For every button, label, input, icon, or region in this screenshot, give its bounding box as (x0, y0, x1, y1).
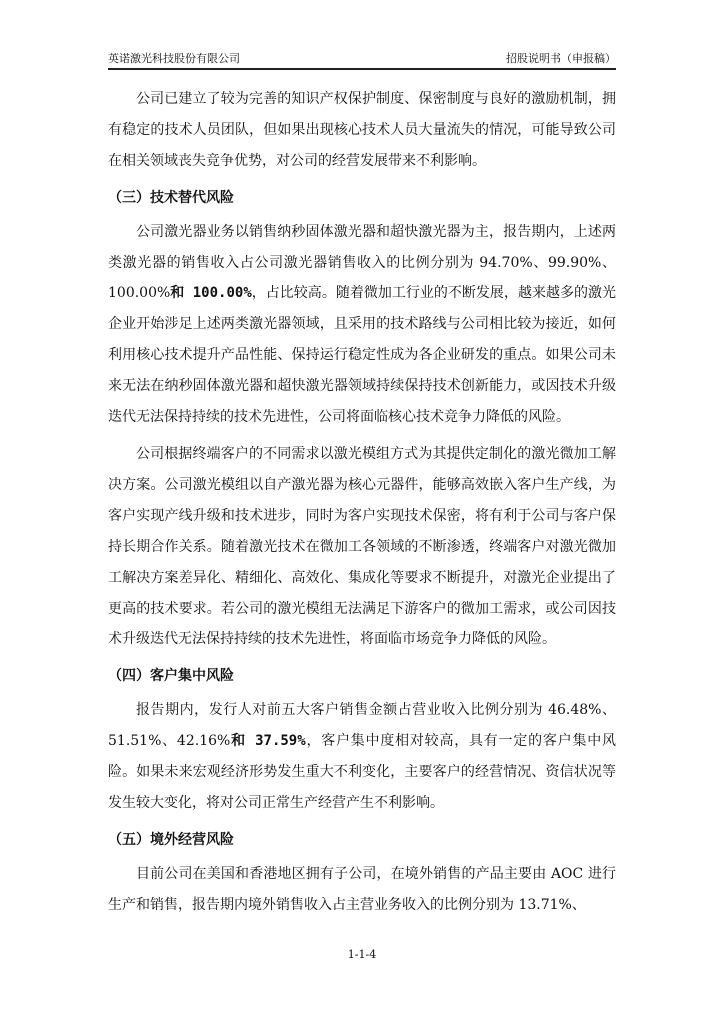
paragraph-overseas-operations: 目前公司在美国和香港地区拥有子公司，在境外销售的产品主要由 AOC 进行生产和销售，报告期内境外销售收入占主营业务收入的比例分别为 13.71%、 (108, 865, 616, 913)
document-body (108, 84, 616, 927)
header-doc-type: 招股说明书（申报稿） (506, 52, 616, 65)
paragraph-customer-bold: 和 37.59% (230, 733, 306, 750)
paragraph-customer-concentration (108, 695, 616, 819)
paragraph-customer-part1: 报告期内，发行人对前五大客户销售金额占营业收入比例分别为 46.48%、51.51%、42.16% (108, 702, 616, 750)
paragraph-laser-sales-part2: ，占比较高。随着微加工行业的不断发展，越来越多的激光企业开始涉足上述两类激光器领域，且采用的技术路线与公司相比较为接近，如何利用核心技术提升产品性能、保持运行稳定性成为各企业研发的重点。如果公司未来无法在纳秒固体激光器和超快激光器领域持续保持技术创新能力，或因技术升级迭代无法保持持续的技术先进性，公司将面临核心技术竞争力降低的风险。 (108, 285, 617, 426)
paragraph-laser-sales-part1: 公司激光器业务以销售纳秒固体激光器和超快激光器为主，报告期内，上述两类激光器的销售收入占公司激光器销售收入的比例分别为 94.70%、99.90%、100.00% (108, 223, 616, 302)
section-heading-tech-substitution: （三）技术替代风险 (108, 189, 234, 206)
section-heading-overseas-operations: （五）境外经营风险 (108, 831, 234, 848)
page-number: 1-1-4 (347, 948, 377, 961)
section-heading-customer-concentration: （四）客户集中风险 (108, 668, 234, 685)
paragraph-laser-module: 公司根据终端客户的不同需求以激光模组方式为其提供定制化的激光微加工解决方案。公司激光模组以自产激光器为核心元器件，能够高效嵌入客户生产线，为客户实现产线升级和技术进步，同时为客户实现技术保密，将有利于公司与客户保持长期合作关系。随着激光技术在微加工各领域的不断渗透，终端客户对激光微加工解决方案差异化、精细化、高效化、集成化等要求不断提升，对激光企业提出了更高的技术要求。若公司的激光模组无法满足下游客户的微加工需求，或公司因技术升级迭代无法保持持续的技术先进性，将面临市场竞争力降低的风险。 (108, 445, 616, 648)
paragraph-customer-part2: ，客户集中度相对较高，具有一定的客户集中风险。如果未来宏观经济形势发生重大不利变化，主要客户的经营情况、资信状况等发生较大变化，将对公司正常生产经营产生不利影响。 (108, 733, 617, 811)
paragraph-laser-sales-bold: 和 100.00% (170, 285, 252, 302)
paragraph-ip-protection: 公司已建立了较为完善的知识产权保护制度、保密制度与良好的激励机制，拥有稳定的技术人员团队，但如果出现核心技术人员大量流失的情况，可能导致公司在相关领域丧失竞争优势，对公司的经营发展带来不利影响。 (108, 91, 616, 169)
paragraph-laser-sales (108, 217, 616, 433)
page-header (108, 50, 616, 70)
header-company: 英诺激光科技股份有限公司 (108, 52, 240, 65)
